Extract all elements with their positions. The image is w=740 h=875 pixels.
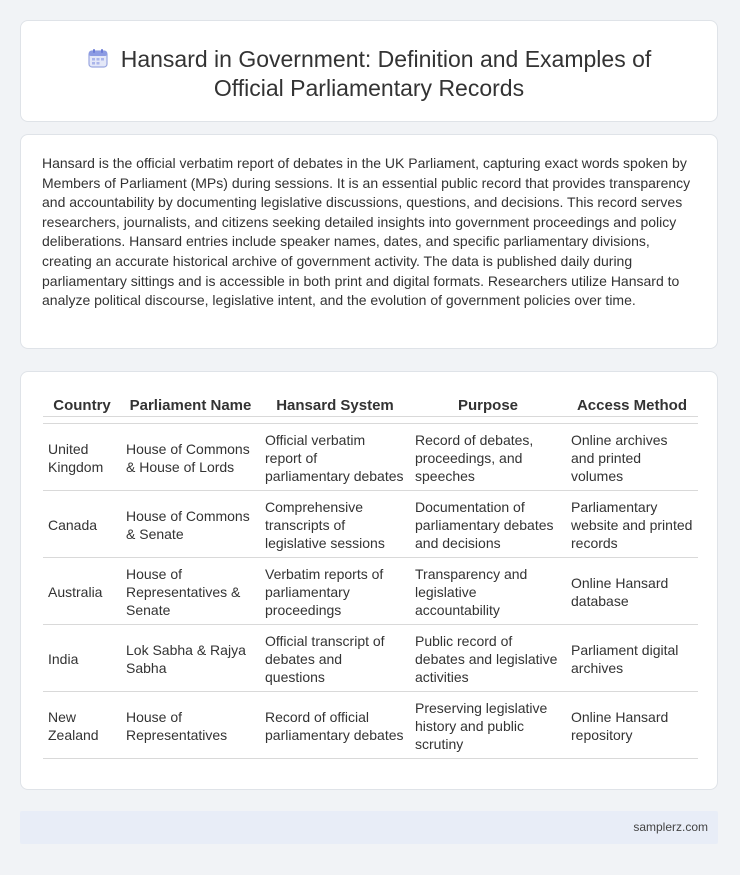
header-parliament-name: Parliament Name	[121, 392, 260, 417]
cell-country: Australia	[43, 558, 121, 625]
title-line-1: Hansard in Government: Definition and Examples of	[120, 46, 652, 72]
cell-access: Online archives and printed volumes	[566, 424, 698, 491]
cell-purpose: Transparency and legislative accountability	[410, 558, 566, 625]
cell-access: Online Hansard database	[566, 558, 698, 625]
header-access-method: Access Method	[566, 392, 698, 417]
cell-purpose: Public record of debates and legislative activities	[410, 625, 566, 692]
title-card	[20, 20, 718, 122]
header-hansard-system: Hansard System	[260, 392, 410, 417]
title-line-2: Official Parliamentary Records	[213, 75, 525, 101]
footer-site-link[interactable]: samplerz.com	[633, 820, 708, 834]
table-row	[43, 491, 698, 558]
cell-access: Online Hansard repository	[566, 692, 698, 759]
cell-system: Comprehensive transcripts of legislative sessions	[260, 491, 410, 558]
cell-system: Record of official parliamentary debates	[260, 692, 410, 759]
cell-parliament: House of Representatives	[121, 692, 260, 759]
cell-purpose: Record of debates, proceedings, and speeches	[410, 424, 566, 491]
cell-country: India	[43, 625, 121, 692]
cell-system: Verbatim reports of parliamentary proceedings	[260, 558, 410, 625]
cell-country: Canada	[43, 491, 121, 558]
table-card	[20, 371, 718, 790]
header-purpose: Purpose	[410, 392, 566, 417]
header-country: Country	[43, 392, 121, 417]
page-title	[21, 45, 717, 103]
table-header-row	[43, 392, 698, 417]
cell-system: Official transcript of debates and questions	[260, 625, 410, 692]
calendar-icon	[87, 47, 109, 69]
cell-access: Parliament digital archives	[566, 625, 698, 692]
table-row	[43, 625, 698, 692]
table-row	[43, 424, 698, 491]
intro-paragraph: Hansard is the official verbatim report of debates in the UK Parliament, capturing exact words spoken by Members of Parliament (MPs) during sessions. It is an essential public record that provides transparency and accountability by documenting legislative discussions, questions, and decisions. This record serves researchers, journalists, and citizens seeking detailed insights into government proceedings and policy deliberations. Hansard entries include speaker names, dates, and specific parliamentary divisions, creating an accurate historical archive of government activity. The data is published daily during parliamentary sittings and is accessible in both print and digital formats. Researchers utilize Hansard to analyze political discourse, legislative intent, and the evolution of government policies over time.	[42, 155, 691, 309]
cell-purpose: Preserving legislative history and public scrutiny	[410, 692, 566, 759]
table-spacer	[43, 417, 698, 424]
cell-system: Official verbatim report of parliamentary debates	[260, 424, 410, 491]
cell-parliament: Lok Sabha & Rajya Sabha	[121, 625, 260, 692]
intro-card	[20, 134, 718, 349]
footer-bar	[20, 811, 718, 844]
hansard-table	[43, 392, 698, 759]
cell-parliament: House of Commons & House of Lords	[121, 424, 260, 491]
cell-parliament: House of Representatives & Senate	[121, 558, 260, 625]
table-row	[43, 558, 698, 625]
cell-country: New Zealand	[43, 692, 121, 759]
cell-access: Parliamentary website and printed records	[566, 491, 698, 558]
cell-country: United Kingdom	[43, 424, 121, 491]
cell-parliament: House of Commons & Senate	[121, 491, 260, 558]
table-row	[43, 692, 698, 759]
cell-purpose: Documentation of parliamentary debates and decisions	[410, 491, 566, 558]
